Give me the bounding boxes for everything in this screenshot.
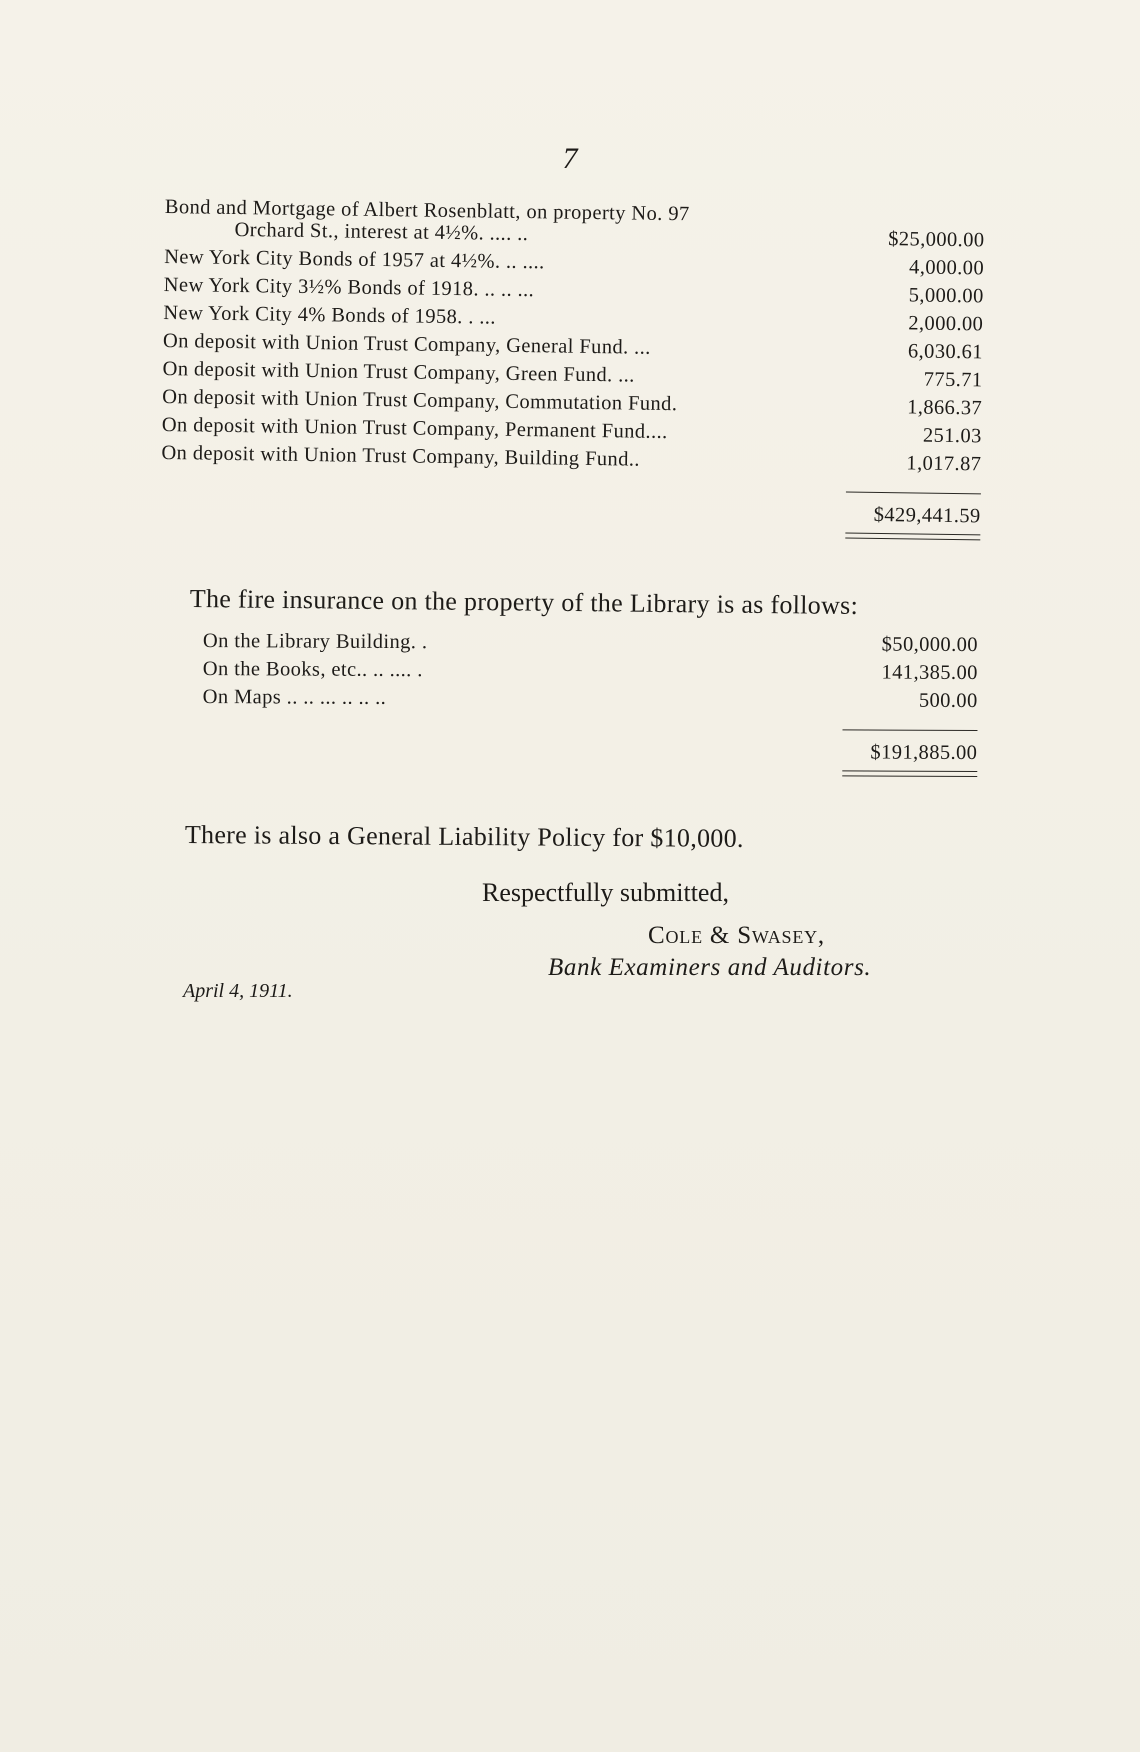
insurance-amount: $50,000.00: [881, 633, 978, 657]
insurance-description: On the Library Building. .: [202, 630, 428, 654]
signature-title: Bank Examiners and Auditors.: [548, 954, 872, 981]
assets-total: $429,441.59: [873, 503, 981, 528]
insurance-intro: The fire insurance on the property of the Library is as follows:: [189, 584, 859, 620]
insurance-total-row: [202, 727, 977, 765]
asset-description: New York City 4% Bonds of 1958. . ...: [163, 301, 497, 329]
asset-description: On deposit with Union Trust Company, Green Fund. ...: [162, 357, 635, 387]
table-row: [203, 630, 978, 662]
table-row: [203, 658, 978, 690]
closing-line: Respectfully submitted,: [482, 878, 729, 907]
asset-amount: 1,017.87: [906, 452, 982, 476]
asset-description: Bond and Mortgage of Albert Rosenblatt, on property No. 97: [164, 196, 690, 226]
assets-total-row: [161, 483, 981, 528]
asset-description: New York City Bonds of 1957 at 4½%. .. ....: [163, 245, 545, 274]
asset-amount: 5,000.00: [908, 284, 984, 308]
insurance-amount: 500.00: [918, 689, 978, 713]
asset-amount: 775.71: [923, 368, 983, 392]
asset-description: New York City 3½% Bonds of 1918. .. .. ...: [163, 273, 535, 302]
asset-description: On deposit with Union Trust Company, General Fund. ...: [162, 329, 651, 359]
asset-amount: 1,866.37: [907, 396, 983, 420]
asset-amount: 6,030.61: [907, 340, 984, 364]
assets-table: [160, 196, 985, 540]
asset-description: On deposit with Union Trust Company, Building Fund..: [161, 441, 641, 471]
asset-amount: [835, 222, 985, 224]
insurance-description: On Maps .. .. ... .. .. ..: [202, 685, 387, 709]
asset-amount: 251.03: [922, 424, 982, 448]
signature-firm: Cole & Swasey,: [648, 922, 825, 949]
asset-description: On deposit with Union Trust Company, Permanent Fund....: [161, 413, 668, 444]
asset-amount: 4,000.00: [908, 256, 985, 280]
asset-amount: 2,000.00: [908, 312, 984, 336]
page-number: 7: [562, 142, 578, 175]
insurance-description: On the Books, etc.. .. .... .: [202, 657, 423, 682]
table-row: [203, 686, 978, 718]
insurance-amount: 141,385.00: [881, 661, 978, 685]
insurance-total: $191,885.00: [870, 741, 978, 765]
asset-description: Orchard St., interest at 4½%. .... ..: [234, 218, 529, 246]
report-date: April 4, 1911.: [183, 980, 293, 1002]
asset-description: On deposit with Union Trust Company, Commutation Fund.: [162, 385, 678, 416]
double-rule: [845, 533, 980, 541]
double-rule: [842, 770, 977, 777]
insurance-table: [202, 630, 978, 777]
asset-amount: $25,000.00: [888, 228, 985, 252]
liability-statement: There is also a General Liability Policy for $10,000.: [184, 820, 744, 853]
